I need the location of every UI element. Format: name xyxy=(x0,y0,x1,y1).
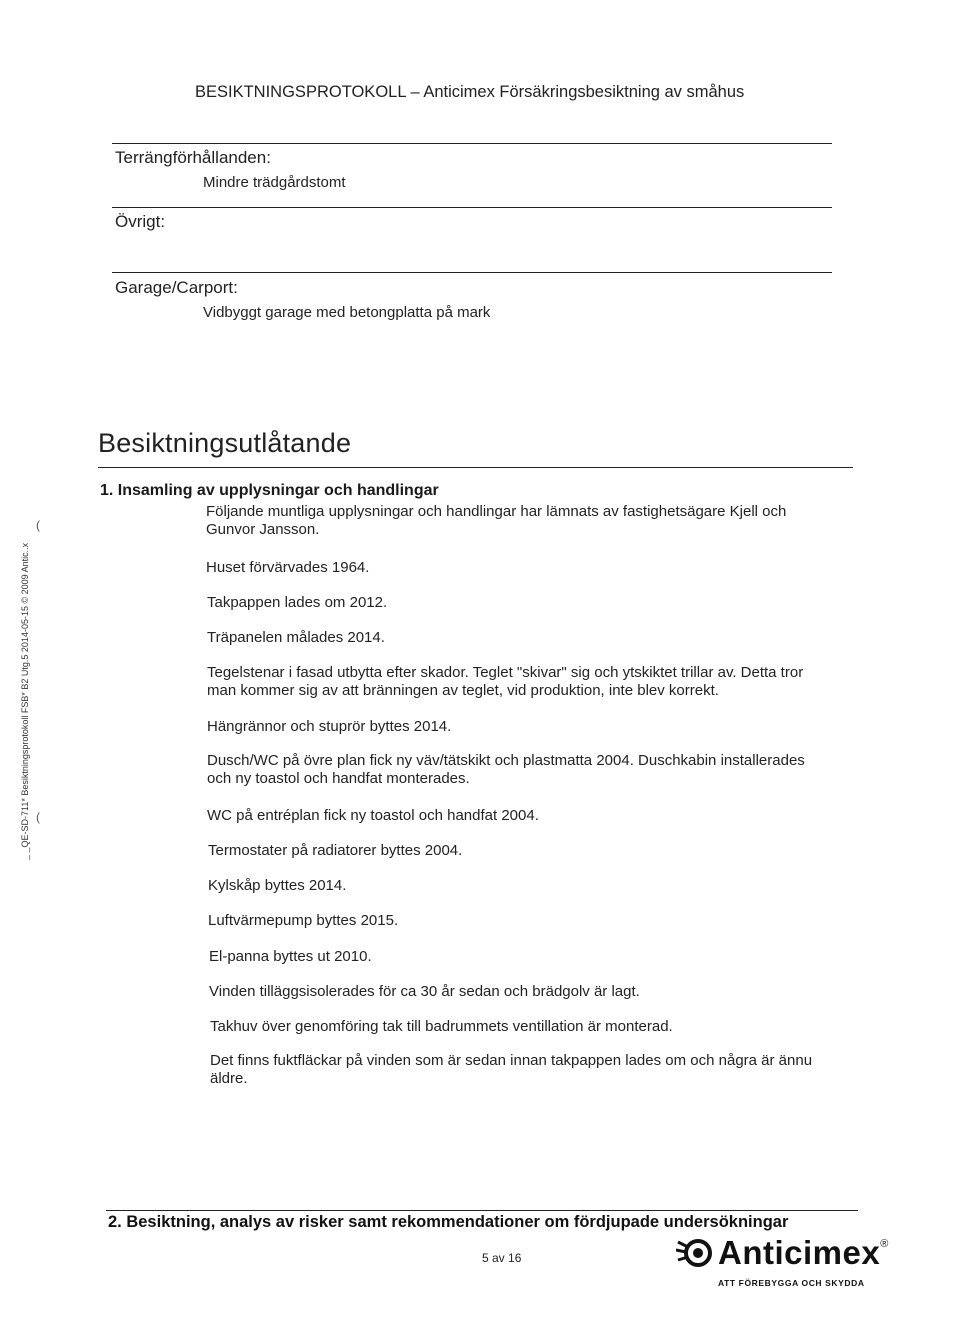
text-line: Följande muntliga upplysningar och handlingar har lämnats av fastighetsägare Kjell och xyxy=(206,503,787,520)
terrain-value: Mindre trädgårdstomt xyxy=(203,174,346,191)
logo-tagline: ATT FÖREBYGGA OCH SKYDDA xyxy=(718,1278,865,1288)
logo-wordmark: Anticimex xyxy=(718,1234,881,1271)
paragraph-heatpump xyxy=(208,912,398,930)
text-line: Träpanelen målades 2014. xyxy=(207,629,385,646)
garage-value: Vidbyggt garage med betongplatta på mark xyxy=(203,304,491,321)
logo-emblem-icon xyxy=(676,1236,716,1270)
terrain-label: Terrängförhållanden: xyxy=(115,148,271,167)
text-line: El-panna byttes ut 2010. xyxy=(209,948,372,965)
text-line: Hängrännor och stuprör byttes 2014. xyxy=(207,718,452,735)
paragraph-boiler xyxy=(209,948,372,966)
paragraph-roof xyxy=(207,594,387,612)
paragraph-gutters xyxy=(207,718,451,736)
scan-mark: ( xyxy=(36,518,40,532)
paragraph-roof-hood xyxy=(210,1018,673,1036)
text-line: Vinden tilläggsisolerades för ca 30 år sedan och brädgolv är lagt. xyxy=(209,983,640,1000)
form-code-sidebar: _ _QE-SD-711* Besiktningsprotokoll FSB* B2 Utg.5 2014-05-15 © 2009 Antic..x xyxy=(20,542,30,860)
section2-heading: 2. Besiktning, analys av risker samt rekommendationer om fördjupade undersökningar xyxy=(108,1213,789,1231)
other-label: Övrigt: xyxy=(115,212,166,231)
text-line: Det finns fuktfläckar på vinden som är sedan innan takpappen lades om och några är ännu xyxy=(210,1052,813,1069)
paragraph-acquired xyxy=(206,559,369,577)
divider-garage xyxy=(112,272,832,273)
divider-statement xyxy=(98,467,853,468)
section1-heading: 1. Insamling av upplysningar och handlingar xyxy=(100,482,439,499)
paragraph-informants xyxy=(206,503,786,539)
text-line: Takhuv över genomföring tak till badrummets ventillation är monterad. xyxy=(210,1018,673,1035)
text-line: Tegelstenar i fasad utbytta efter skador. Teglet "skivar" sig och ytskiktet trillar av. Detta tror xyxy=(207,664,804,681)
paragraph-bricks xyxy=(207,664,803,700)
text-line: Takpappen lades om 2012. xyxy=(207,594,388,611)
paragraph-wc-entry xyxy=(207,807,539,825)
text-line: Gunvor Jansson. xyxy=(206,521,320,538)
page-number: 5 av 16 xyxy=(482,1251,522,1265)
divider-terrain xyxy=(112,143,832,144)
paragraph-panel xyxy=(207,629,385,647)
text-line: och ny toastol och handfat monterades. xyxy=(207,770,470,787)
text-line: Luftvärmepump byttes 2015. xyxy=(208,912,399,929)
anticimex-logo xyxy=(676,1234,888,1272)
text-line: Huset förvärvades 1964. xyxy=(206,559,370,576)
statement-title: Besiktningsutlåtande xyxy=(98,428,352,458)
paragraph-moisture xyxy=(210,1052,812,1088)
paragraph-fridge xyxy=(208,877,346,895)
paragraph-thermostats xyxy=(208,842,462,860)
text-line: WC på entréplan fick ny toastol och handfat 2004. xyxy=(207,807,539,824)
text-line: Kylskåp byttes 2014. xyxy=(208,877,347,894)
document-header: BESIKTNINGSPROTOKOLL – Anticimex Försäkringsbesiktning av småhus xyxy=(195,83,745,101)
scan-mark: ( xyxy=(36,810,40,824)
text-line: Termostater på radiatorer byttes 2004. xyxy=(208,842,463,859)
paragraph-bathroom-upper xyxy=(207,752,805,788)
text-line: äldre. xyxy=(210,1070,248,1087)
paragraph-attic-insulation xyxy=(209,983,640,1001)
text-line: man kommer sig av att bränningen av teglet, vid produktion, inte blev korrekt. xyxy=(207,682,719,699)
logo-registered-mark: ® xyxy=(880,1238,889,1250)
garage-label: Garage/Carport: xyxy=(115,278,238,297)
divider-section2 xyxy=(106,1210,858,1211)
text-line: Dusch/WC på övre plan fick ny väv/tätskikt och plastmatta 2004. Duschkabin installerades xyxy=(207,752,805,769)
divider-other xyxy=(112,207,832,208)
